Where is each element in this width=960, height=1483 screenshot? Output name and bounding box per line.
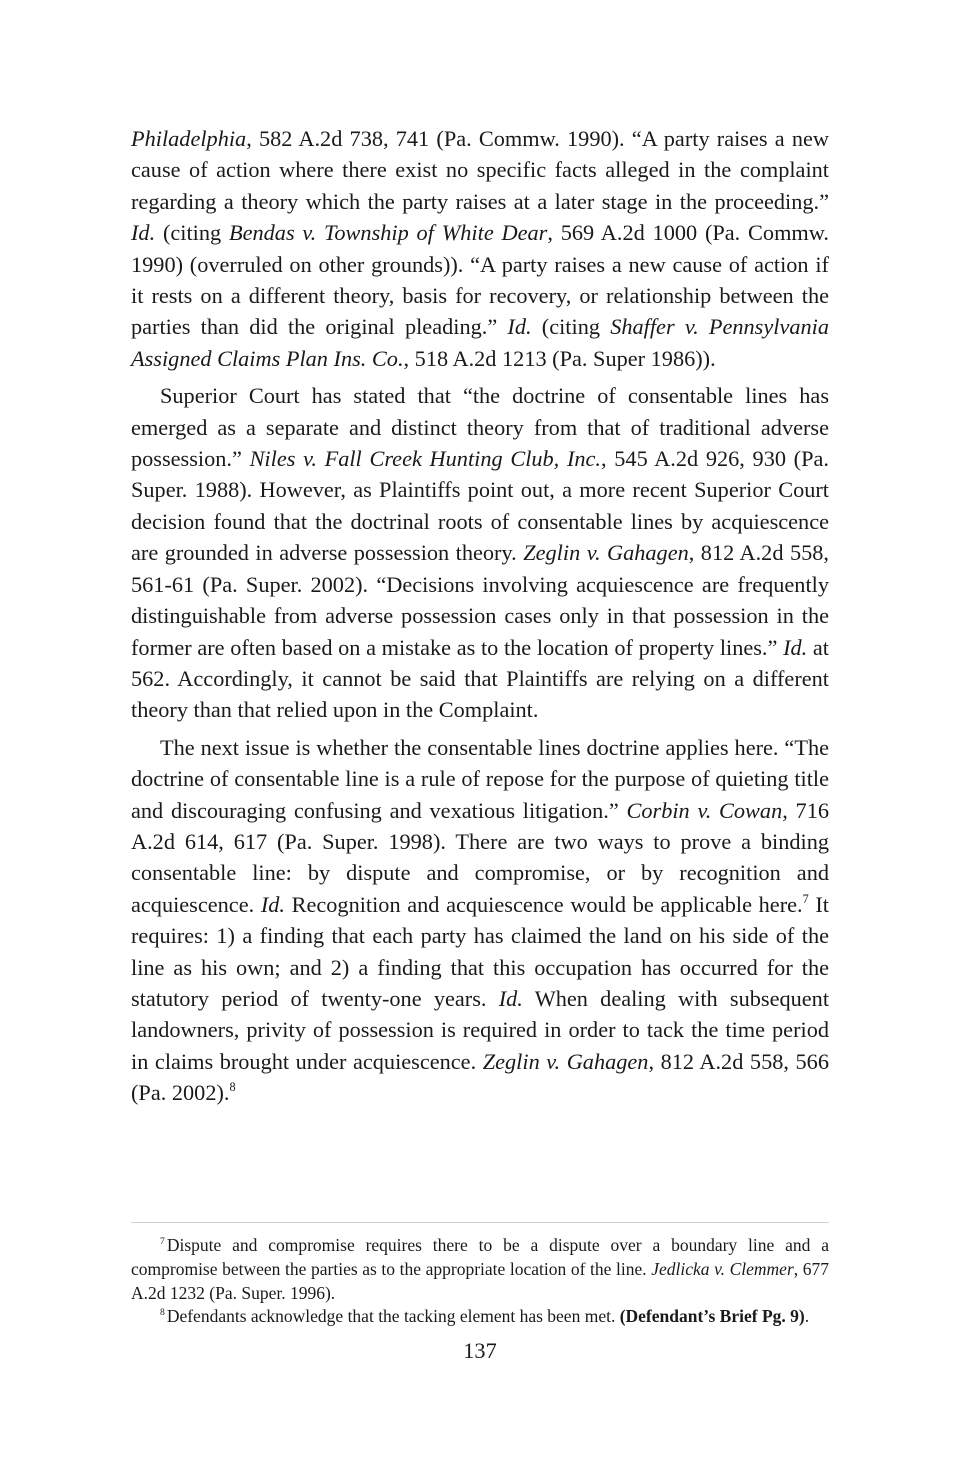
text-run: Recognition and acquiescence would be applicable here. <box>284 891 803 917</box>
paragraph <box>131 732 829 1109</box>
text-run: When dealing with subsequent landowners, privity of possession is required in order to tack the time period in claims brought under acquiescence. <box>131 985 830 1074</box>
footnote-marker: 7 <box>160 1235 165 1247</box>
text-run: Dispute and compromise requires there to be a dispute over a boundary line and a compromise between the parties as to the appropriate location of the line. <box>131 1235 829 1279</box>
text-run: Superior Court has stated that “the doctrine of consentable lines has emerged as a separate and distinct theory from that of traditional adverse possession.” <box>131 383 829 472</box>
footnote <box>131 1305 829 1329</box>
footnotes <box>131 1222 829 1329</box>
citation-italic: Niles v. Fall Creek Hunting Club, Inc. <box>249 446 601 472</box>
footnote-marker: 8 <box>229 1080 236 1094</box>
body-text <box>131 123 829 1109</box>
footnote-marker: 7 <box>802 891 809 906</box>
text-run: , 569 A.2d 1000 (Pa. Commw. 1990) (overruled on other grounds)). “A party raises a new cause of action if it rests on a different theory, basis for recovery, or relationship between the parties than did the original pleading.” <box>131 220 829 340</box>
citation-italic: Corbin v. Cowan <box>626 797 783 823</box>
text-run: at 562. Accordingly, it cannot be said that Plaintiffs are relying on a different theory than that relied upon in the Complaint. <box>131 634 829 723</box>
text-run: , 812 A.2d 558, 566 (Pa. 2002). <box>131 1048 829 1106</box>
citation-italic: Id. <box>131 220 156 246</box>
page-number: 137 <box>463 1338 497 1363</box>
text-run: , 582 A.2d 738, 741 (Pa. Commw. 1990). “A party raises a new cause of action where there exist no specific facts alleged in the complaint regarding a theory which the party raises at a later stage in the proceeding.” <box>131 126 829 214</box>
text-run: , 545 A.2d 926, 930 (Pa. Super. 1988). However, as Plaintiffs point out, a more recent Superior Court decision found that the doctrinal roots of consentable lines by acquiescence are grounded in adverse possession theory. <box>131 446 829 566</box>
text-run: , 812 A.2d 558, 561-61 (Pa. Super. 2002). “Decisions involving acquiescence are frequently distinguishable from adverse possession cases only in that possession in the former are often based on a mistake as to the location of property lines.” <box>131 540 829 660</box>
citation-italic: Id. <box>498 985 523 1011</box>
citation-italic: Shaffer v. Pennsylvania Assigned Claims Plan Ins. Co. <box>131 314 829 371</box>
footnote <box>131 1234 829 1305</box>
citation-italic: Bendas v. Township of White Dear <box>228 220 548 246</box>
bold-reference: (Defendant’s Brief Pg. 9) <box>619 1306 805 1327</box>
paragraph <box>131 123 829 374</box>
text-run: The next issue is whether the consentable lines doctrine applies here. “The doctrine of consentable line is a rule of repose for the purpose of quieting title and discouraging confusing and vexatious litigation.” <box>131 734 829 823</box>
citation-italic: Jedlicka v. Clemmer <box>651 1258 794 1279</box>
text-run: It requires: 1) a finding that each party has claimed the land on his side of the line as his own; and 2) a finding that this occupation has occurred for the statutory period of twenty-one years. <box>131 891 829 1011</box>
text-run: . <box>804 1306 810 1327</box>
text-run: Defendants acknowledge that the tacking element has been met. <box>166 1306 620 1327</box>
citation-italic: Zeglin v. Gahagen <box>523 540 689 566</box>
citation-italic: Id. <box>260 891 285 917</box>
citation-italic: Id. <box>507 314 532 340</box>
text-run: , 518 A.2d 1213 (Pa. Super 1986)). <box>403 345 716 371</box>
text-run: , 716 A.2d 614, 617 (Pa. Super. 1998). There are two ways to prove a binding consentable line: by dispute and compromise, or by recognition and acquiescence. <box>131 797 829 917</box>
text-run: (citing <box>531 314 611 340</box>
text-run: (citing <box>155 220 229 246</box>
citation-italic: Id. <box>783 634 808 660</box>
citation-italic: Zeglin v. Gahagen <box>482 1048 649 1074</box>
citation-italic: Philadelphia <box>131 126 247 151</box>
paragraph <box>131 380 829 725</box>
text-run: , 677 A.2d 1232 (Pa. Super. 1996). <box>131 1258 829 1303</box>
footnote-marker: 8 <box>160 1307 165 1319</box>
